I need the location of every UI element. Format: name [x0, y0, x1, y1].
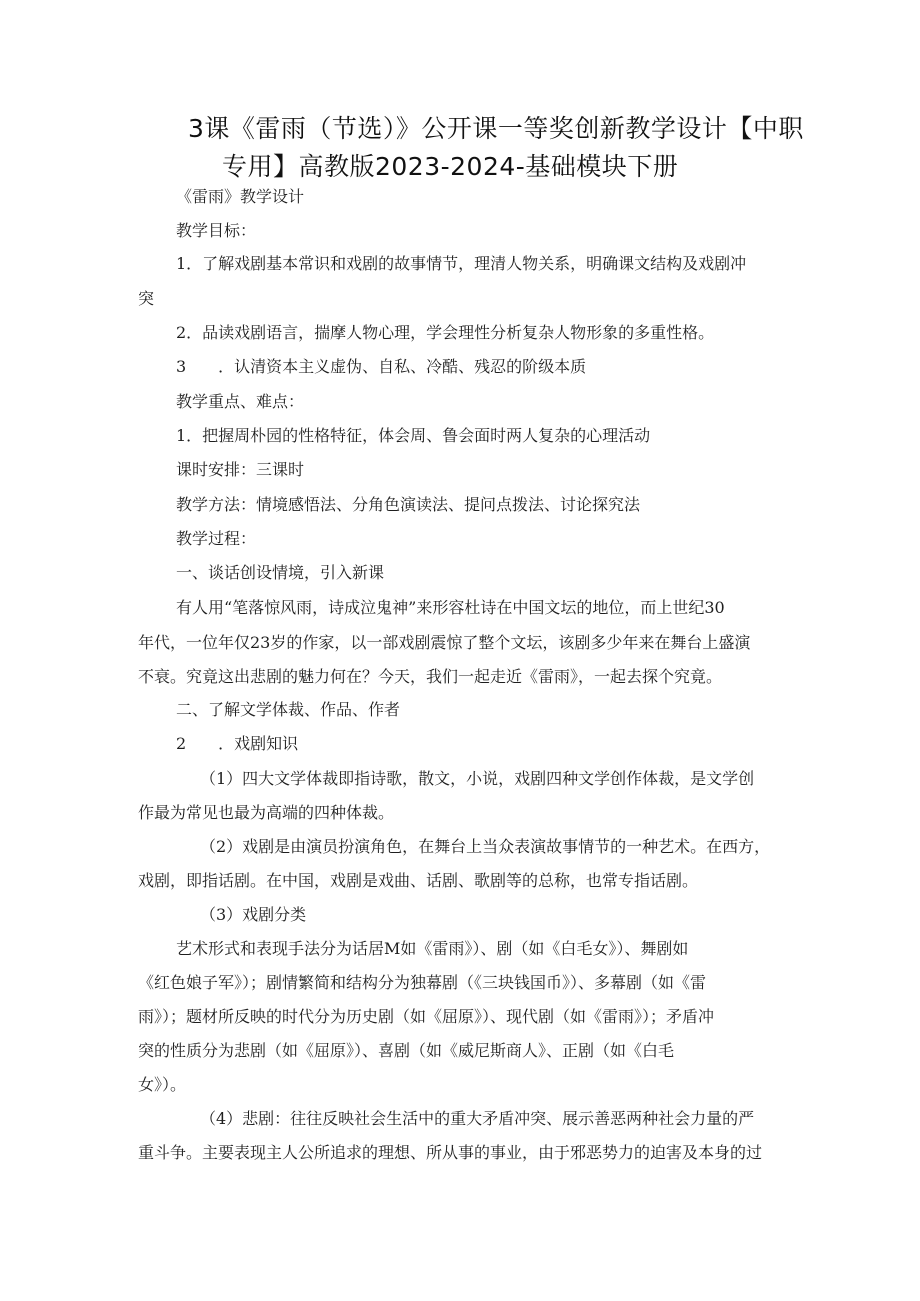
doc-line: 教学目标： [176, 221, 257, 240]
title-line-2: 专用】高教版2023-2024-基础模块下册 [222, 152, 679, 181]
doc-line: 课时安排：三课时 [176, 460, 305, 479]
doc-line: 《雷雨》教学设计 [176, 187, 305, 206]
title-line-1: 3课《雷雨（节选）》公开课一等奖创新教学设计【中职 [188, 114, 804, 143]
doc-line: 教学过程： [176, 529, 257, 548]
doc-line: 年代，一位年仅23岁的作家，以一部戏剧震惊了整个文坛，该剧多少年来在舞台上盛演 [138, 633, 751, 652]
doc-line: 教学方法：情境感悟法、分角色演读法、提问点拨法、讨论探究法 [176, 495, 641, 514]
doc-line: 雨》）；题材所反映的时代分为历史剧（如《屈原》）、现代剧（如《雷雨》）；矛盾冲 [138, 1007, 715, 1026]
doc-line: （4）悲剧：往往反映社会生活中的重大矛盾冲突、展示善恶两种社会力量的严 [200, 1109, 755, 1128]
doc-line: 1．了解戏剧基本常识和戏剧的故事情节，理清人物关系，明确课文结构及戏剧冲 [176, 254, 747, 273]
doc-line: 突 [138, 289, 155, 308]
doc-line: 女》）。 [138, 1075, 187, 1094]
doc-line: （2）戏剧是由演员扮演角色，在舞台上当众表演故事情节的一种艺术。在西方， [200, 837, 771, 856]
doc-line: 一、谈话创设情境，引入新课 [176, 563, 385, 582]
doc-line: 《红色娘子军》）；剧情繁简和结构分为独幕剧（《三块钱国币》）、多幕剧（如《雷 [138, 973, 707, 992]
doc-line: 2 ．戏剧知识 [176, 734, 299, 753]
doc-line: 戏剧，即指话剧。在中国，戏剧是戏曲、话剧、歌剧等的总称，也常专指话剧。 [138, 871, 699, 890]
doc-line: 突的性质分为悲剧（如《屈原》）、喜剧（如《威尼斯商人》、正剧（如《白毛 [138, 1041, 675, 1060]
doc-line: （1）四大文学体裁即指诗歌，散文，小说，戏剧四种文学创作体裁，是文学创 [200, 769, 755, 788]
doc-line: 作最为常见也最为高端的四种体裁。 [138, 803, 395, 822]
document-title [188, 110, 828, 186]
doc-line: 不衰。究竟这出悲剧的魅力何在？今天，我们一起走近《雷雨》，一起去探个究竟。 [138, 667, 723, 686]
doc-line: 重斗争。主要表现主人公所追求的理想、所从事的事业，由于邪恶势力的迫害及本身的过 [138, 1143, 763, 1162]
doc-line: （3）戏剧分类 [200, 905, 307, 924]
doc-line: 2．品读戏剧语言，揣摩人物心理，学会理性分析复杂人物形象的多重性格。 [176, 323, 715, 342]
doc-line: 教学重点、难点： [176, 392, 305, 411]
doc-line: 3 ．认清资本主义虚伪、自私、冷酷、残忍的阶级本质 [176, 357, 587, 376]
doc-line: 艺术形式和表现手法分为话居M如《雷雨》）、剧（如《白毛女》）、舞剧如 [176, 939, 689, 958]
doc-line: 二、了解文学体裁、作品、作者 [176, 700, 401, 719]
doc-line: 1．把握周朴园的性格特征，体会周、鲁会面时两人复杂的心理活动 [176, 426, 651, 445]
doc-line: 有人用“笔落惊风雨，诗成泣鬼神”来形容杜诗在中国文坛的地位，而上世纪30 [176, 598, 725, 617]
